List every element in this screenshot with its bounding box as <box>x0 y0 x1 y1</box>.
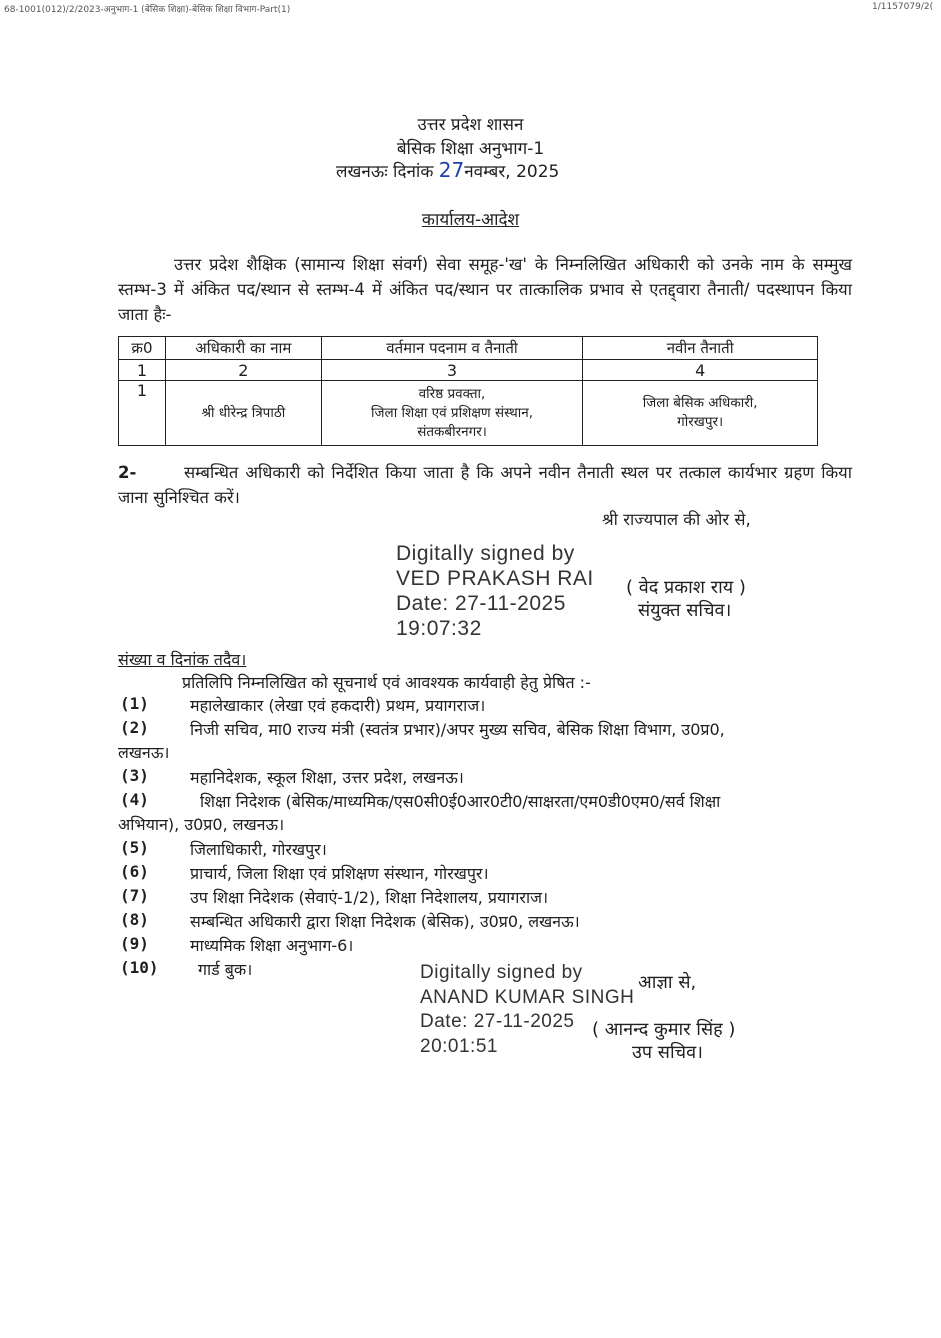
governor-line: श्री राज्यपाल की ओर से, <box>602 510 751 529</box>
signatory-1-designation: संयुक्त सचिव। <box>638 600 732 621</box>
item-number: (4) <box>120 790 149 809</box>
item-text: गार्ड बुक। <box>198 960 253 979</box>
posting-table <box>118 336 818 446</box>
signatory-2-designation: उप सचिव। <box>632 1042 703 1063</box>
item-text-continued: लखनऊ। <box>118 743 170 762</box>
table-row <box>119 381 818 446</box>
row-serial: 1 <box>119 381 166 446</box>
item-text: महानिदेशक, स्कूल शिक्षा, उत्तर प्रदेश, लखनऊ। <box>190 768 464 787</box>
signature-line: Digitally signed by <box>396 542 575 565</box>
new-posting-line: जिला बेसिक अधिकारी, <box>642 395 758 411</box>
item-number: (7) <box>120 886 149 905</box>
column-number: 1 <box>119 360 166 381</box>
current-post-line: संतकबीरनगर। <box>417 423 487 440</box>
list-item <box>118 910 852 934</box>
list-item <box>118 838 852 862</box>
current-post-line: वरिष्ठ प्रवक्ता, <box>418 385 486 402</box>
current-post-line: जिला शिक्षा एवं प्रशिक्षण संस्थान, <box>371 404 533 421</box>
item-text: प्राचार्य, जिला शिक्षा एवं प्रशिक्षण संस्थान, गोरखपुर। <box>190 864 489 883</box>
letterhead-section: बेसिक शिक्षा अनुभाग-1 <box>396 139 545 159</box>
header-current-post: वर्तमान पदनाम व तैनाती <box>321 337 583 360</box>
list-item <box>118 934 852 958</box>
file-reference: 68-1001(012)/2/2023-अनुभाग-1 (बेसिक शिक्षा)-बेसिक शिक्षा विभाग-Part(1) <box>4 5 291 15</box>
copy-reference-heading: संख्या व दिनांक तदैव। <box>118 650 247 669</box>
column-number: 3 <box>321 360 583 381</box>
signer-name: VED PRAKASH RAI <box>396 567 594 590</box>
document-number: 1/1157079/2( <box>872 2 934 12</box>
copy-list <box>118 694 852 982</box>
list-item <box>118 718 852 766</box>
date-day-handwritten: 27 <box>438 158 465 182</box>
signatory-2-name: ( आनन्द कुमार सिंह ) <box>592 1019 736 1040</box>
list-item <box>118 766 852 790</box>
digital-signature-2 <box>420 961 634 1059</box>
list-item <box>118 886 852 910</box>
item-text: सम्बन्धित अधिकारी द्वारा शिक्षा निदेशक (बेसिक), उ0प्र0, लखनऊ। <box>190 912 580 931</box>
table-column-number-row <box>119 360 818 381</box>
paragraph-2-text: सम्बन्धित अधिकारी को निर्देशित किया जाता है कि अपने नवीन तैनाती स्थल पर तत्काल कार्यभार ग्रहण किया जाना सुनिश्चित करें। <box>118 463 852 507</box>
list-item <box>118 862 852 886</box>
signer-name: ANAND KUMAR SINGH <box>420 986 635 1008</box>
header-new-posting: नवीन तैनाती <box>583 337 818 360</box>
item-number: (2) <box>120 718 149 737</box>
list-item <box>118 694 852 718</box>
row-current-post <box>321 381 583 446</box>
letterhead-government: उत्तर प्रदेश शासन <box>417 115 524 135</box>
signatory-1-name: ( वेद प्रकाश राय ) <box>626 577 746 598</box>
order-by-line: आज्ञा से, <box>638 972 697 993</box>
item-text: महालेखाकार (लेखा एवं हकदारी) प्रथम, प्रयागराज। <box>190 696 486 715</box>
header-serial: क्र0 <box>119 337 166 360</box>
item-number: (3) <box>120 766 149 785</box>
item-text: माध्यमिक शिक्षा अनुभाग-6। <box>190 936 354 955</box>
item-number: (1) <box>120 694 149 713</box>
item-text: निजी सचिव, मा0 राज्य मंत्री (स्वतंत्र प्रभार)/अपर मुख्य सचिव, बेसिक शिक्षा विभाग, उ0प्र0, <box>190 720 725 739</box>
signature-date: Date: 27-11-2025 <box>396 592 566 615</box>
item-text: शिक्षा निदेशक (बेसिक/माध्यमिक/एस0सी0ई0आर0टी0/साक्षरता/एम0डी0एम0/सर्व शिक्षा <box>200 792 721 811</box>
signature-time: 19:07:32 <box>396 617 482 640</box>
digital-signature-1 <box>396 541 594 641</box>
copy-intro: प्रतिलिपि निम्नलिखित को सूचनार्थ एवं आवश्यक कार्यवाही हेतु प्रेषित :- <box>182 673 591 692</box>
signature-line: Digitally signed by <box>420 962 583 983</box>
signature-date: Date: 27-11-2025 <box>420 1011 575 1032</box>
column-number: 4 <box>583 360 818 381</box>
item-number: (10) <box>120 958 159 977</box>
item-text: जिलाधिकारी, गोरखपुर। <box>190 840 327 859</box>
header-officer-name: अधिकारी का नाम <box>165 337 321 360</box>
item-text-continued: अभियान), उ0प्र0, लखनऊ। <box>118 815 285 834</box>
item-number: (5) <box>120 838 149 857</box>
row-new-posting <box>583 381 818 446</box>
new-posting-line: गोरखपुर। <box>677 414 724 430</box>
item-number: (6) <box>120 862 149 881</box>
row-officer-name: श्री धीरेन्द्र त्रिपाठी <box>165 381 321 446</box>
signature-time: 20:01:51 <box>420 1035 498 1057</box>
column-number: 2 <box>165 360 321 381</box>
item-number: (9) <box>120 934 149 953</box>
order-paragraph-1: उत्तर प्रदेश शैक्षिक (सामान्य शिक्षा संवर्ग) सेवा समूह-'ख' के निम्नलिखित अधिकारी को उनके नाम के सम्मुख स्तम्भ-3 में अंकित पद/स्थान से स्तम्भ-4 में अंकित पद/स्थान पर तात्कालिक प्रभाव से एतद्द्वारा तैनाती/ पदस्थापन किया जाता हैः- <box>118 255 852 324</box>
item-number: (8) <box>120 910 149 929</box>
letterhead-date <box>336 158 559 182</box>
order-title: कार्यालय-आदेश <box>421 210 520 230</box>
list-item <box>118 790 852 838</box>
date-prefix: लखनऊः दिनांक <box>336 162 434 182</box>
date-suffix: नवम्बर, 2025 <box>464 162 560 182</box>
order-paragraph-2 <box>118 460 852 510</box>
item-text: उप शिक्षा निदेशक (सेवाएं-1/2), शिक्षा निदेशालय, प्रयागराज। <box>190 888 549 907</box>
paragraph-number: 2- <box>118 463 137 482</box>
table-header-row <box>119 337 818 360</box>
